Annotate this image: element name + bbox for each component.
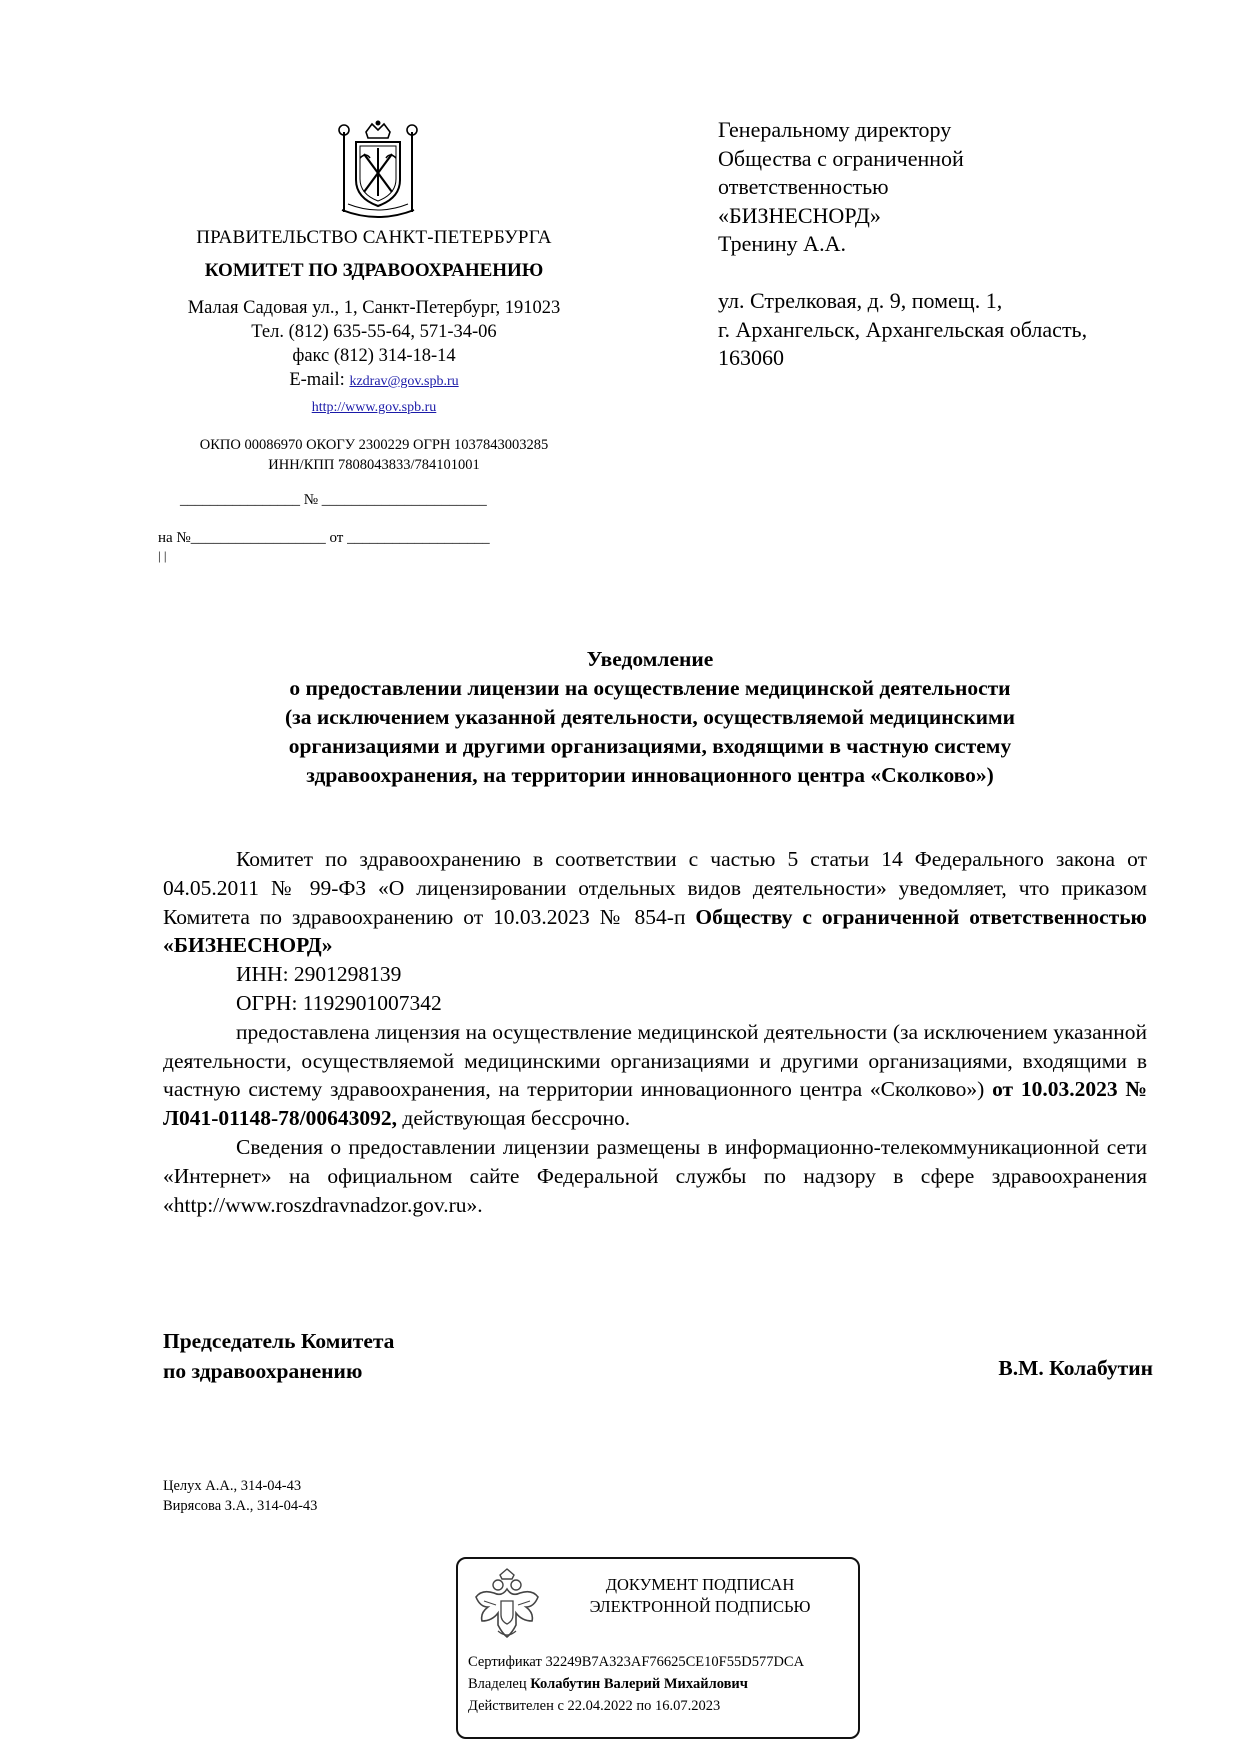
email-link[interactable]: kzdrav@gov.spb.ru xyxy=(349,374,459,389)
sender-website-line xyxy=(150,394,598,420)
ogrn-line: ОГРН: 1192901007342 xyxy=(236,990,442,1015)
owner-line xyxy=(468,1673,858,1695)
paragraph-license xyxy=(163,1018,1147,1133)
paragraph-notification xyxy=(163,845,1147,960)
outgoing-number-line: ________________ № ______________________ xyxy=(180,492,487,508)
codes-line-1: ОКПО 00086970 ОКОГУ 2300229 ОГРН 1037843003285 xyxy=(199,437,549,453)
government-title: ПРАВИТЕЛЬСТВО САНКТ-ПЕТЕРБУРГА xyxy=(196,227,552,248)
certificate-number: 32249B7A323AF76625CE10F55D577DCA xyxy=(545,1654,805,1670)
codes-line-2: ИНН/КПП 7808043833/784101001 xyxy=(268,457,480,473)
email-label: E-mail: xyxy=(289,370,345,390)
title-line: здравоохранения, на территории инновационного центра «Сколково») xyxy=(306,763,994,787)
title-line: организациями и другими организациями, входящими в частную систему xyxy=(288,734,1012,758)
sender-email-line xyxy=(150,368,598,394)
inn-line: ИНН: 2901298139 xyxy=(236,962,402,987)
document-title xyxy=(150,645,1150,790)
stamp-title-line: ЭЛЕКТРОННОЙ ПОДПИСЬЮ xyxy=(589,1597,811,1616)
sender-contacts xyxy=(150,296,598,420)
sender-codes xyxy=(150,435,598,475)
certificate-line xyxy=(468,1651,858,1673)
title-line: о предоставлении лицензии на осуществление медицинской деятельности xyxy=(289,676,1011,700)
signer-position-line: Председатель Комитета xyxy=(163,1329,395,1353)
stamp-title-line: ДОКУМЕНТ ПОДПИСАН xyxy=(605,1575,795,1594)
signer-position-line: по здравоохранению xyxy=(163,1358,363,1383)
validity-line: Действителен с 22.04.2022 по 16.07.2023 xyxy=(468,1698,721,1714)
document-body xyxy=(163,845,1147,1219)
executor-line: Вирясова З.А., 314-04-43 xyxy=(163,1498,318,1514)
recipient-line: Общества с ограниченной xyxy=(718,145,964,171)
paragraph-text: Комитет по здравоохранению в соответствии с частью 5 статьи 14 Федерального закона от 04.05.2011 № 99-ФЗ «О лицензировании отдельных видов деятельности» уведомляет, что приказом Комитета по здравоохранению от 10.03.2023 № 854-п xyxy=(163,847,1147,929)
executors-block xyxy=(163,1476,317,1516)
recipient-line: Тренину А.А. xyxy=(718,231,846,256)
executor-line: Целух А.А., 314-04-43 xyxy=(163,1478,302,1494)
owner-label: Владелец xyxy=(468,1676,527,1692)
recipient-line: ответственностью xyxy=(718,174,889,199)
title-line: (за исключением указанной деятельности, осуществляемой медицинскими xyxy=(284,705,1016,729)
recipient-address-line: 163060 xyxy=(718,345,784,370)
recipient-address-line: ул. Стрелковая, д. 9, помещ. 1, xyxy=(718,288,1003,313)
owner-name: Колабутин Валерий Михайлович xyxy=(530,1676,748,1692)
paragraph-publication: Сведения о предоставлении лицензии размещены в информационно-телекоммуникационной сети «Интернет» на официальном сайте Федеральной службы по надзору в сфере здравоохранения «http://www.roszdravnadzor.gov.ru». xyxy=(163,1134,1147,1217)
signer-position xyxy=(163,1327,394,1386)
license-number: от 10.03.2023 № Л041-01148-78/00643092, xyxy=(163,1077,1147,1131)
stamp-title xyxy=(550,1574,850,1618)
sender-phone: Тел. (812) 635-55-64, 571-34-06 xyxy=(251,322,497,342)
sender-fax: факс (812) 314-18-14 xyxy=(292,346,456,366)
recipient-address xyxy=(718,287,1158,373)
spb-coat-of-arms-icon xyxy=(332,118,424,220)
recipient-address-line: г. Архангельск, Архангельская область, xyxy=(718,316,1088,342)
website-link[interactable]: http://www.gov.spb.ru xyxy=(311,400,437,415)
title-line: Уведомление xyxy=(586,647,714,671)
recipient-line: «БИЗНЕСНОРД» xyxy=(718,202,881,228)
licensee-name: Обществу с ограниченной ответственностью «БИЗНЕСНОРД» xyxy=(163,904,1147,958)
certificate-label: Сертификат xyxy=(468,1654,542,1670)
committee-title: КОМИТЕТ ПО ЗДРАВООХРАНЕНИЮ xyxy=(204,260,544,281)
stamp-details xyxy=(468,1651,858,1717)
paragraph-text: предоставлена лицензия на осуществление медицинской деятельности (за исключением указанной деятельности, осуществляемой медицинскими организациями и другими организациями, входящими в частную систему здравоохранения, на территории инновационного центра «Сколково») xyxy=(163,1019,1147,1102)
russian-eagle-emblem-icon xyxy=(472,1567,542,1641)
recipient-block xyxy=(718,116,1158,259)
incoming-reference-line: на №__________________ от ___________________ xyxy=(158,530,490,546)
recipient-line: Генеральному директору xyxy=(718,117,952,142)
signer-name: В.М. Колабутин xyxy=(998,1356,1153,1380)
reference-marks: | | xyxy=(158,548,167,563)
e-signature-stamp xyxy=(456,1557,860,1739)
paragraph-text: действующая бессрочно. xyxy=(397,1106,631,1131)
sender-address: Малая Садовая ул., 1, Санкт-Петербург, 191023 xyxy=(187,298,561,318)
